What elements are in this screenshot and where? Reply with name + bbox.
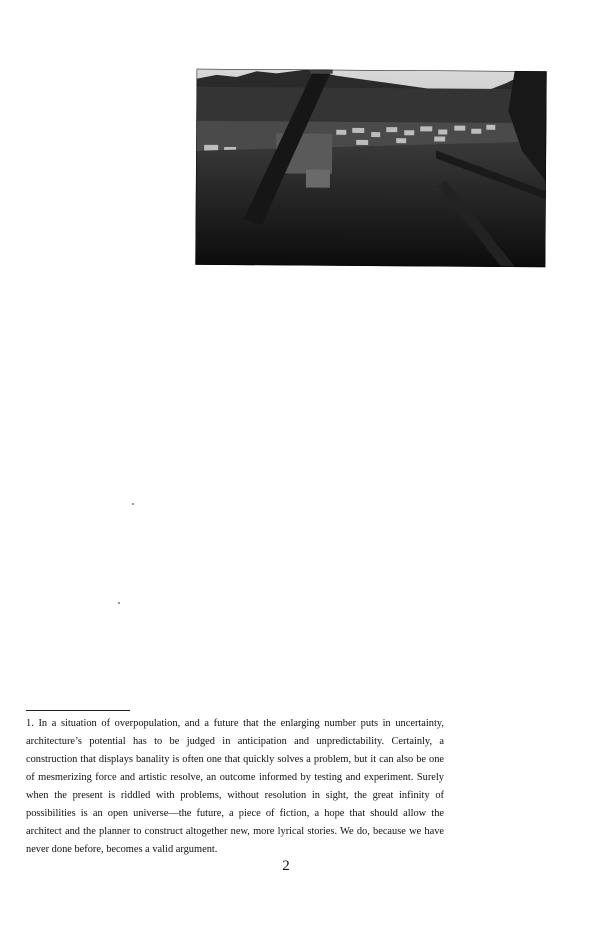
footnote [26,715,444,859]
footnote-number: 1. [26,718,34,729]
print-speck [132,503,134,505]
construction-site-photo-icon [195,69,546,267]
print-speck [118,602,120,604]
page-number: 2 [282,858,290,874]
footnote-rule [26,710,130,711]
construction-site-photo [195,69,546,267]
footnote-text: In a situation of overpopulation, and a future that the enlarging number puts in uncertainty, architecture’s potential has to be judged in anticipation and unpredictability. Certainly, a construction that displays banality is often one that quickly solves a problem, but it can also be one of mesmerizing force and artistic resolve, an outcome informed by testing and experiment. Surely when the present is riddled with problems, without resolution in sight, the great infinity of possibilities is an open universe—the future, a piece of fiction, a hope that should allow the architect and the planner to construct altogether new, more lyrical stories. We do, because we have never done before, becomes a valid argument. [26,718,444,855]
footnote-paragraph [26,715,444,859]
